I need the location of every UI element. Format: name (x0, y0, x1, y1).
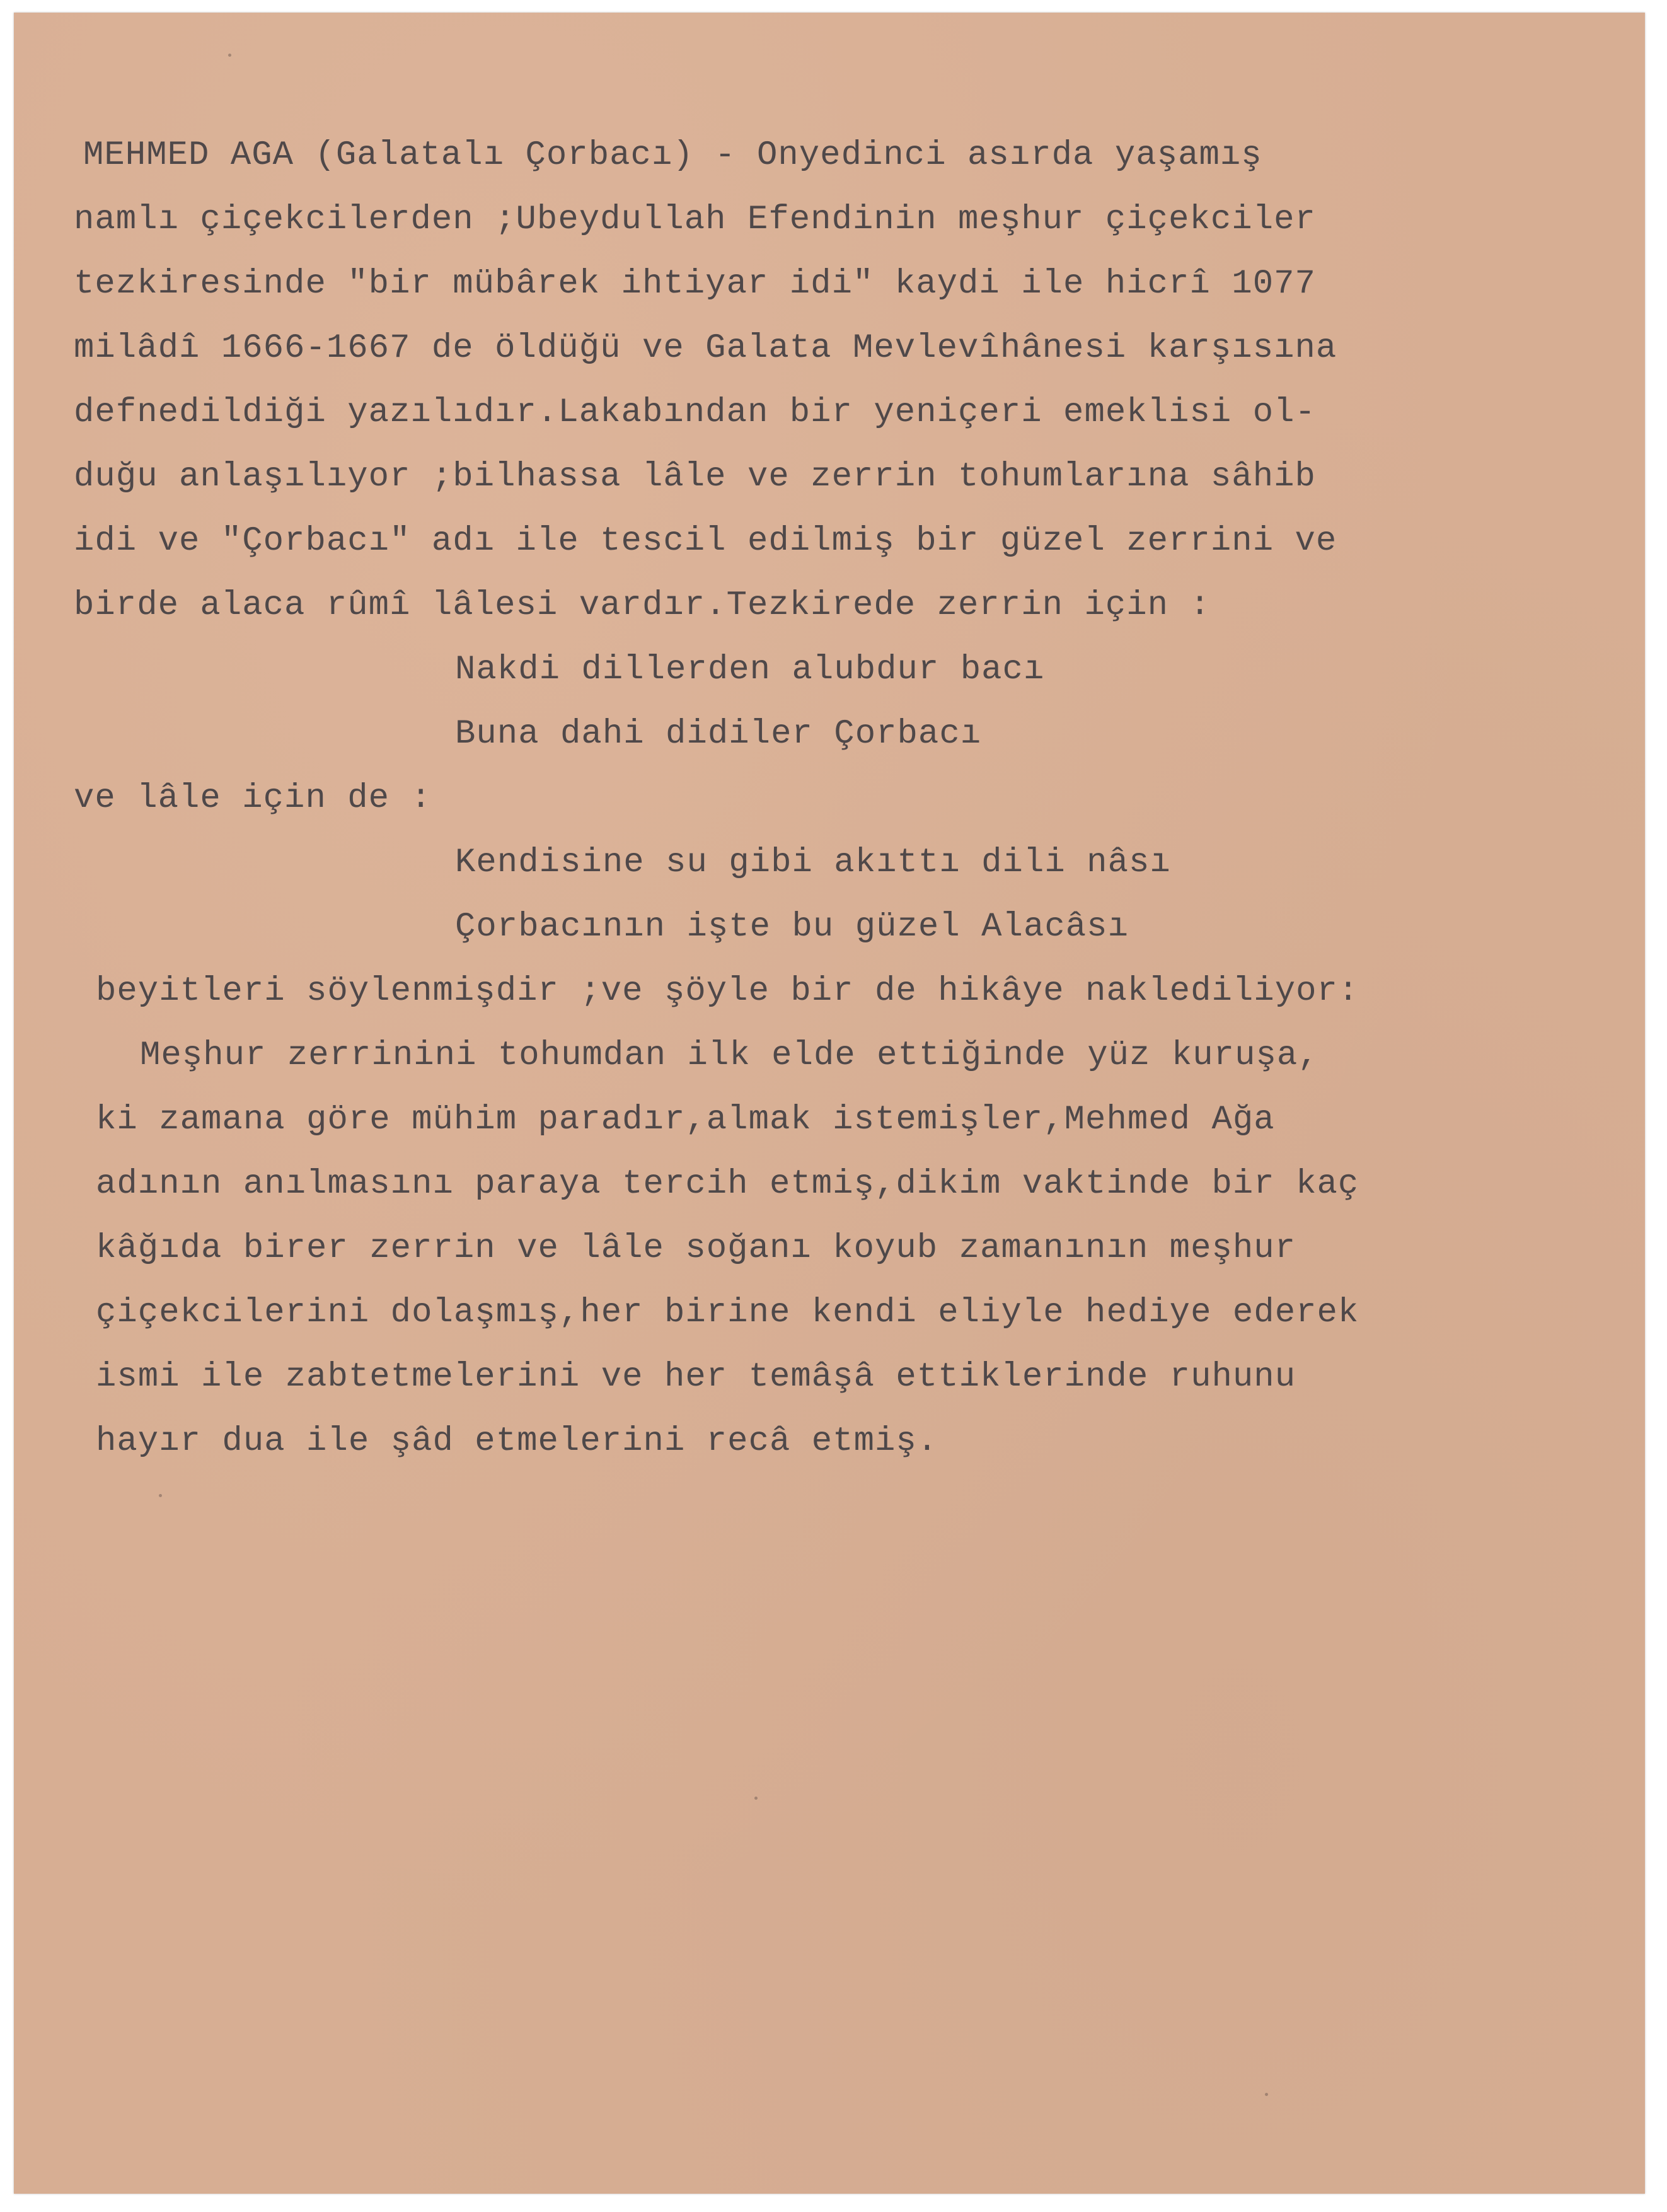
text-line: beyitleri söylenmişdir ;ve şöyle bir de hikâye naklediliyor: (96, 972, 1359, 1010)
text-line: çiçekcilerini dolaşmış,her birine kendi eliyle hediye ederek (96, 1294, 1359, 1332)
text-line: MEHMED AGA (Galatalı Çorbacı) - Onyedinci asırda yaşamış (83, 136, 1262, 175)
text-line: duğu anlaşılıyor ;bilhassa lâle ve zerrin tohumlarına sâhib (74, 458, 1316, 496)
text-line: adının anılmasını paraya tercih etmiş,dikim vaktinde bir kaç (96, 1165, 1359, 1203)
paper-speck (754, 1797, 758, 1800)
verse-line: Nakdi dillerden alubdur bacı (455, 651, 1045, 689)
paper-speck (159, 1494, 162, 1497)
verse-line: Buna dahi didiler Çorbacı (455, 715, 982, 753)
text-line: Meşhur zerrinini tohumdan ilk elde ettiğinde yüz kuruşa, (140, 1036, 1319, 1075)
text-line: ve lâle için de : (74, 779, 432, 818)
text-line: ki zamana göre mühim paradır,almak istemişler,Mehmed Ağa (96, 1101, 1275, 1139)
verse-line: Çorbacının işte bu güzel Alacâsı (455, 908, 1129, 946)
paper-speck (1265, 2093, 1268, 2096)
verse-line: Kendisine su gibi akıttı dili nâsı (455, 843, 1171, 882)
text-line: idi ve "Çorbacı" adı ile tescil edilmiş bir güzel zerrini ve (74, 522, 1337, 560)
typed-text-body (14, 13, 1645, 2194)
text-line: defnedildiği yazılıdır.Lakabından bir yeniçeri emeklisi ol- (74, 393, 1316, 432)
text-line: birde alaca rûmî lâlesi vardır.Tezkirede zerrin için : (74, 586, 1211, 625)
text-line: tezkiresinde "bir mübârek ihtiyar idi" kaydi ile hicrî 1077 (74, 265, 1316, 303)
paper-speck (228, 54, 231, 57)
text-line: ismi ile zabtetmelerini ve her temâşâ ettiklerinde ruhunu (96, 1358, 1296, 1396)
typed-page (14, 13, 1645, 2194)
text-line: namlı çiçekcilerden ;Ubeydullah Efendinin meşhur çiçekciler (74, 200, 1316, 239)
text-line: hayır dua ile şâd etmelerini recâ etmiş. (96, 1422, 938, 1461)
text-line: kâğıda birer zerrin ve lâle soğanı koyub zamanının meşhur (96, 1229, 1296, 1268)
text-line: milâdî 1666-1667 de öldüğü ve Galata Mevlevîhânesi karşısına (74, 329, 1337, 368)
